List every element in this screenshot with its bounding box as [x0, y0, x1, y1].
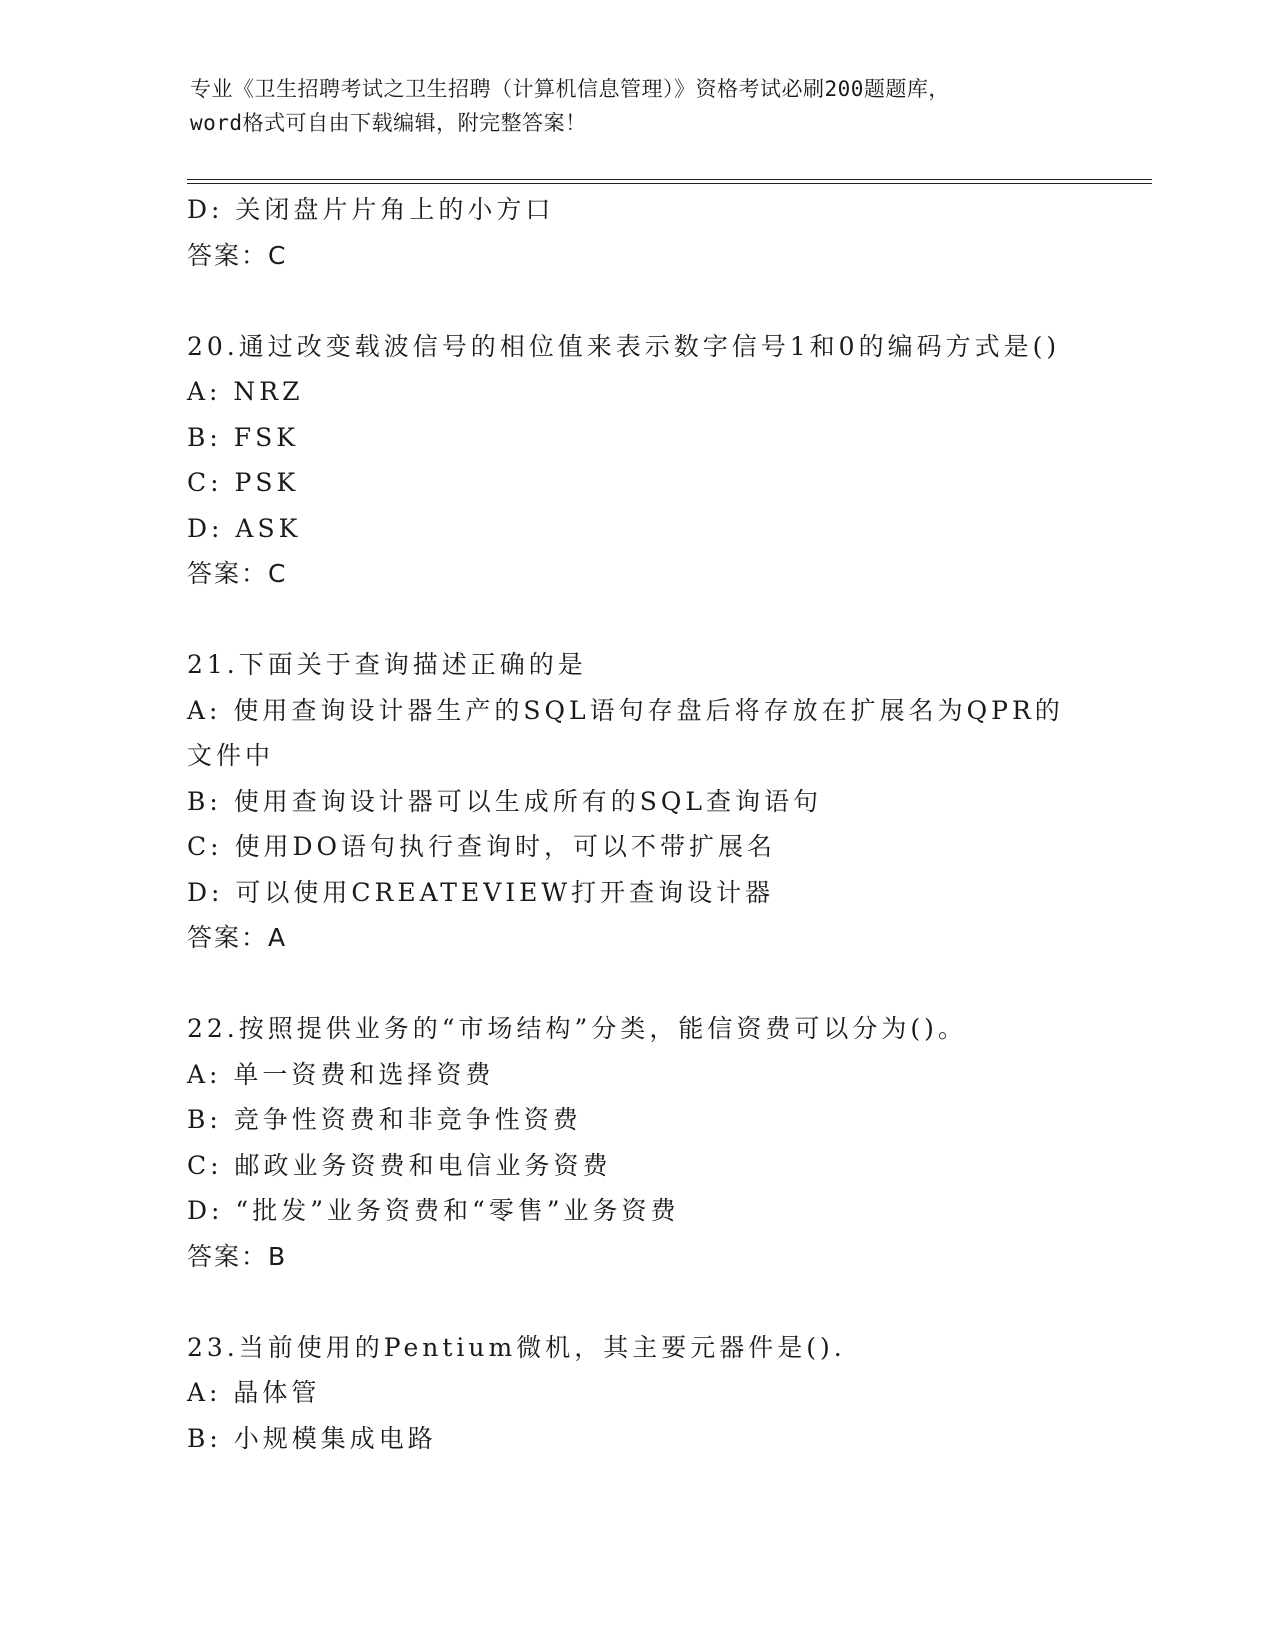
- option-b: B: 小规模集成电路: [187, 1423, 437, 1453]
- question-stem: 20.通过改变载波信号的相位值来表示数字信号1和0的编码方式是(): [187, 331, 1061, 361]
- option-a: A: NRZ: [187, 377, 304, 406]
- option-d: D: “批发”业务资费和“零售”业务资费: [187, 1196, 680, 1225]
- answer: 答案：A: [187, 923, 288, 952]
- header-divider-top: [187, 179, 1152, 180]
- option-c: C: PSK: [187, 468, 300, 497]
- question-22: [187, 1006, 1087, 1279]
- header-line-2: word格式可自由下载编辑，附完整答案！: [190, 111, 587, 135]
- answer: 答案：C: [187, 240, 288, 270]
- option-a: A: 使用查询设计器生产的SQL语句存盘后将存放在扩展名为QPR的文件中: [187, 695, 1064, 770]
- question-stem: 22.按照提供业务的“市场结构”分类，能信资费可以分为()。: [187, 1014, 967, 1043]
- question-20: [187, 324, 1087, 597]
- header-line-1: 专业《卫生招聘考试之卫生招聘（计算机信息管理）》资格考试必刷200题题库，: [190, 77, 950, 101]
- document-header: [190, 72, 1090, 140]
- answer: 答案：B: [187, 1241, 288, 1271]
- question-23: [187, 1325, 1087, 1462]
- question-list: [187, 187, 1087, 1461]
- option-b: B: 使用查询设计器可以生成所有的SQL查询语句: [187, 786, 822, 816]
- option-d: D: 关闭盘片片角上的小方口: [187, 195, 555, 224]
- option-a: A: 晶体管: [187, 1378, 321, 1407]
- question-21: [187, 642, 1087, 961]
- option-d: D: ASK: [187, 513, 302, 543]
- option-b: B: 竞争性资费和非竞争性资费: [187, 1105, 582, 1134]
- option-c: C: 邮政业务资费和电信业务资费: [187, 1150, 612, 1180]
- option-b: B: FSK: [187, 422, 299, 452]
- question-stem: 23.当前使用的Pentium微机，其主要元器件是().: [187, 1332, 846, 1362]
- option-a: A: 单一资费和选择资费: [187, 1059, 495, 1089]
- answer: 答案：C: [187, 559, 288, 588]
- header-divider-bottom: [187, 183, 1152, 184]
- question-stem: 21.下面关于查询描述正确的是: [187, 650, 587, 679]
- previous-question-tail: [187, 187, 1087, 278]
- option-d: D: 可以使用CREATEVIEW打开查询设计器: [187, 877, 775, 907]
- option-c: C: 使用DO语句执行查询时，可以不带扩展名: [187, 832, 777, 861]
